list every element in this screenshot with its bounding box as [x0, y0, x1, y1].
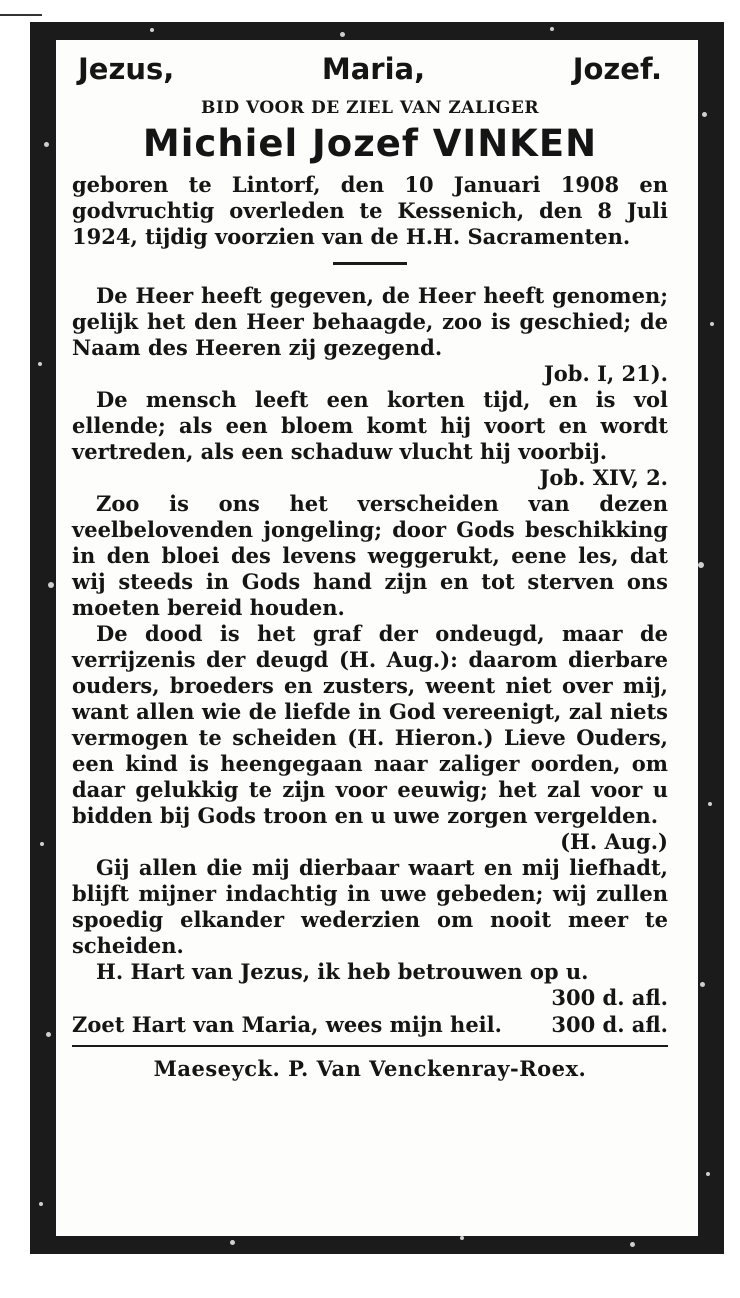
closing-paragraph: Gij allen die mij dierbaar waart en mij liefhadt, blijft mijner indachtig in uwe gebeden; wij zullen spoedig elkander wederzien om nooit meer te scheiden.: [72, 855, 668, 958]
deceased-name: Michiel Jozef VINKEN: [142, 122, 598, 165]
border-speckle: [700, 982, 705, 987]
card-text: [72, 52, 668, 1083]
border-speckle: [550, 27, 554, 31]
border-speckle: [698, 562, 704, 568]
border-speckle: [46, 1032, 51, 1037]
border-speckle: [40, 842, 44, 846]
border-speckle: [44, 142, 49, 147]
paragraph-reference: (H. Aug.): [560, 829, 668, 854]
border-speckle: [708, 802, 712, 806]
quote-text: De mensch leeft een korten tijd, en is vol ellende; als een bloem komt hij voort en wordt vertreden, als een schaduw vlucht hij voorbij.: [72, 387, 668, 464]
holy-name-mary: Maria,: [321, 52, 426, 86]
border-speckle: [230, 1240, 235, 1245]
border-speckle: [706, 1172, 710, 1176]
footer-rule: [72, 1045, 668, 1047]
scan-edge-mark: [0, 14, 42, 16]
prayer-line: H. Hart van Jezus, ik heb betrouwen op u.: [96, 959, 589, 984]
holy-name-joseph: Jozef.: [572, 52, 662, 86]
biography: geboren te Lintorf, den 10 Januari 1908 en godvruchtig overleden te Kessenich, den 8 Juli 1924, tijdig voorzien van de H.H. Sacramenten.: [72, 172, 668, 249]
border-speckle: [48, 582, 54, 588]
paragraph: De dood is het graf der ondeugd, maar de verrijzenis der deugd (H. Aug.): daarom dierbare ouders, broeders en zusters, weent niet over mij, want allen wie de liefde in God vereenigt, zal niets vermogen te scheiden (H. Hieron.) Lieve Ouders, een kind is heengegaan naar zaliger oorden, om daar gelukkig te zijn voor eeuwig; het zal voor u bidden bij Gods troon en u uwe zorgen vergelden.: [72, 621, 668, 828]
quote-reference: Job. XIV, 2.: [539, 465, 668, 490]
border-speckle: [630, 1242, 635, 1247]
border-speckle: [710, 322, 714, 326]
prayer-line: Zoet Hart van Maria, wees mijn heil.: [72, 1012, 502, 1037]
prayer-row: [72, 1011, 668, 1039]
printer-line: Maeseyck. P. Van Venckenray-Roex.: [153, 1056, 587, 1081]
border-speckle: [702, 112, 707, 117]
border-speckle: [38, 362, 42, 366]
holy-name-jesus: Jezus,: [78, 52, 175, 86]
holy-names: [72, 52, 668, 92]
border-speckle: [39, 1202, 43, 1206]
quote-text: De Heer heeft gegeven, de Heer heeft genomen; gelijk het den Heer behaagde, zoo is geschied; de Naam des Heeren zij gezegend.: [72, 283, 668, 360]
quote-reference: Job. I, 21).: [543, 361, 668, 386]
border-speckle: [460, 1236, 464, 1240]
paragraph: Zoo is ons het verscheiden van dezen veelbelovenden jongeling; door Gods beschikking in den bloei des levens weggerukt, eene les, dat wij steeds in Gods hand zijn en tot sterven ons moeten bereid houden.: [72, 491, 668, 620]
indulgence: 300 d. afl.: [551, 985, 668, 1010]
indulgence: 300 d. afl.: [551, 1012, 668, 1037]
prayer-heading: BID VOOR DE ZIEL VAN ZALIGER: [201, 98, 539, 118]
divider: [333, 262, 407, 265]
border-speckle: [150, 28, 154, 32]
border-speckle: [340, 32, 345, 37]
